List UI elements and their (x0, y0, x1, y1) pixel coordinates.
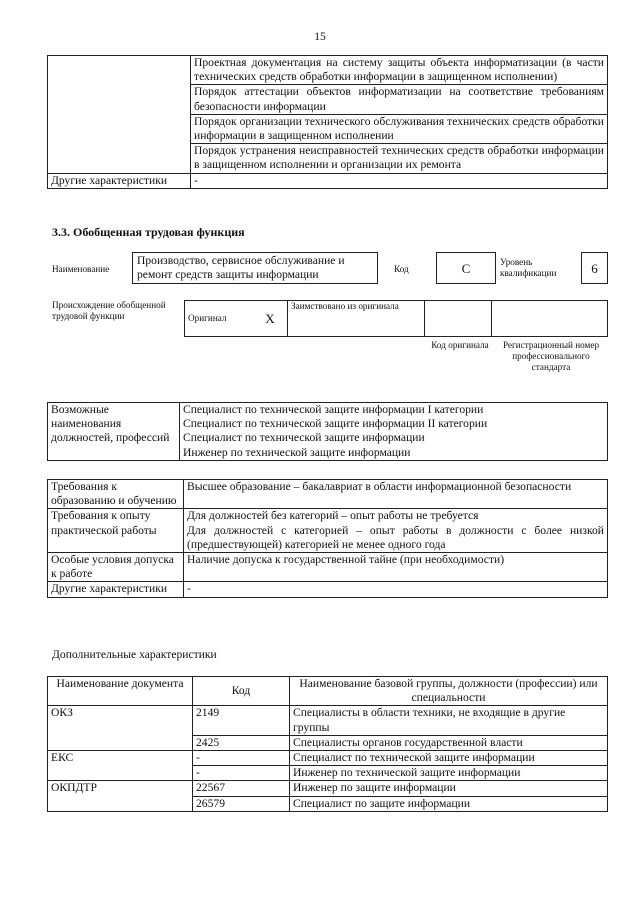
gtf-name-label: Наименование (52, 264, 110, 274)
additional-name: Специалист по защите информации (290, 796, 608, 811)
requirement-row (48, 480, 608, 509)
origin-table (184, 300, 608, 337)
gtf-name-box (132, 252, 378, 284)
origin-original-mark: X (253, 301, 288, 337)
additional-code: 22567 (193, 781, 290, 796)
additional-title: Дополнительные характеристики (52, 648, 217, 661)
requirement-row (48, 509, 608, 553)
additional-code: 2425 (193, 735, 290, 750)
knowledge-item: Порядок организации технического обслуживания технических средств обработки информации в защищенном исполнении (191, 114, 608, 143)
origin-reg-cell (492, 301, 608, 337)
position-item: Специалист по технической защите информации I категории (183, 403, 484, 416)
requirements-table (47, 479, 608, 598)
position-item: Инженер по технической защите информации (183, 445, 411, 459)
knowledge-row (48, 56, 608, 85)
requirement-label: Другие характеристики (48, 582, 184, 597)
knowledge-label-cell (48, 56, 191, 174)
requirement-label: Особые условия допуска к работе (48, 553, 184, 582)
additional-code: 26579 (193, 796, 290, 811)
section-title: 3.3. Обобщенная трудовая функция (52, 225, 245, 239)
position-item: Специалист по технической защите информации II категории (183, 417, 488, 431)
additional-name: Специалисты в области техники, не входящие в другие группы (290, 706, 608, 735)
additional-name: Специалисты органов государственной власти (290, 735, 608, 750)
additional-header-code: Код (193, 677, 290, 706)
other-characteristics-label: Другие характеристики (48, 173, 191, 188)
additional-doc: ЕКС (48, 751, 193, 781)
origin-code-cell (425, 301, 492, 337)
requirement-row (48, 582, 608, 597)
position-item: Специалист по технической защите информации (183, 431, 425, 445)
origin-label: Происхождение обобщенной трудовой функции (52, 300, 166, 321)
other-characteristics-value: - (191, 173, 608, 188)
requirement-value (184, 582, 608, 597)
additional-name: Специалист по технической защите информации (290, 751, 608, 766)
origin-borrowed-label: Заимствовано из оригинала (288, 301, 425, 337)
requirement-value (184, 480, 608, 509)
requirement-value (184, 509, 608, 553)
origin-reg-caption: Регистрационный номер профессионального стандарта (502, 340, 600, 372)
additional-name: Инженер по технической защите информации (290, 766, 608, 781)
requirement-row (48, 553, 608, 582)
requirement-line: Наличие допуска к государственной тайне (при необходимости) (187, 553, 505, 567)
positions-table (47, 402, 608, 461)
gtf-code-value: C (436, 252, 496, 284)
gtf-level-label: Уровень квалификации (500, 257, 557, 278)
additional-code: - (193, 751, 290, 766)
positions-list (180, 403, 608, 461)
additional-code: - (193, 766, 290, 781)
additional-table (47, 676, 608, 812)
knowledge-table (47, 55, 608, 189)
knowledge-item: Порядок аттестации объектов информатизации на соответствие требованиям безопасности информации (191, 85, 608, 114)
requirement-label: Требования к образованию и обучению (48, 480, 184, 509)
additional-code: 2149 (193, 706, 290, 735)
requirement-line: Для должностей с категорией – опыт работы в должности с более низкой (предшествующей) категорией не менее одного года (187, 523, 604, 551)
requirement-label: Требования к опыту практической работы (48, 509, 184, 553)
additional-header-doc: Наименование документа (48, 677, 193, 706)
table-row (48, 751, 608, 766)
table-row (48, 706, 608, 735)
additional-doc: ОКЗ (48, 706, 193, 751)
requirement-line: Для должностей без категорий – опыт работы не требуется (187, 509, 479, 523)
requirement-line: - (187, 582, 191, 596)
gtf-code-label: Код (394, 264, 409, 274)
additional-doc: ОКПДТР (48, 781, 193, 811)
gtf-name-value: Производство, сервисное обслуживание и ремонт средств защиты информации (137, 254, 345, 282)
table-row (48, 781, 608, 796)
additional-name: Инженер по защите информации (290, 781, 608, 796)
gtf-level-value: 6 (581, 252, 608, 284)
origin-original-label: Оригинал (185, 301, 254, 337)
requirement-line: Высшее образование – бакалавриат в области информационной безопасности (187, 480, 572, 493)
other-characteristics-row (48, 173, 608, 188)
additional-header-name: Наименование базовой группы, должности (профессии) или специальности (290, 677, 608, 706)
page-number: 15 (314, 30, 326, 43)
requirement-value (184, 553, 608, 582)
knowledge-item: Проектная документация на систему защиты объекта информатизации (в части технических средств обработки информации в защищенном исполнении) (191, 56, 608, 85)
knowledge-item: Порядок устранения неисправностей технических средств обработки информации в защищенном исполнении и организации их ремонта (191, 144, 608, 173)
positions-label: Возможные наименования должностей, профессий (48, 403, 180, 461)
origin-code-caption: Код оригинала (431, 340, 489, 350)
